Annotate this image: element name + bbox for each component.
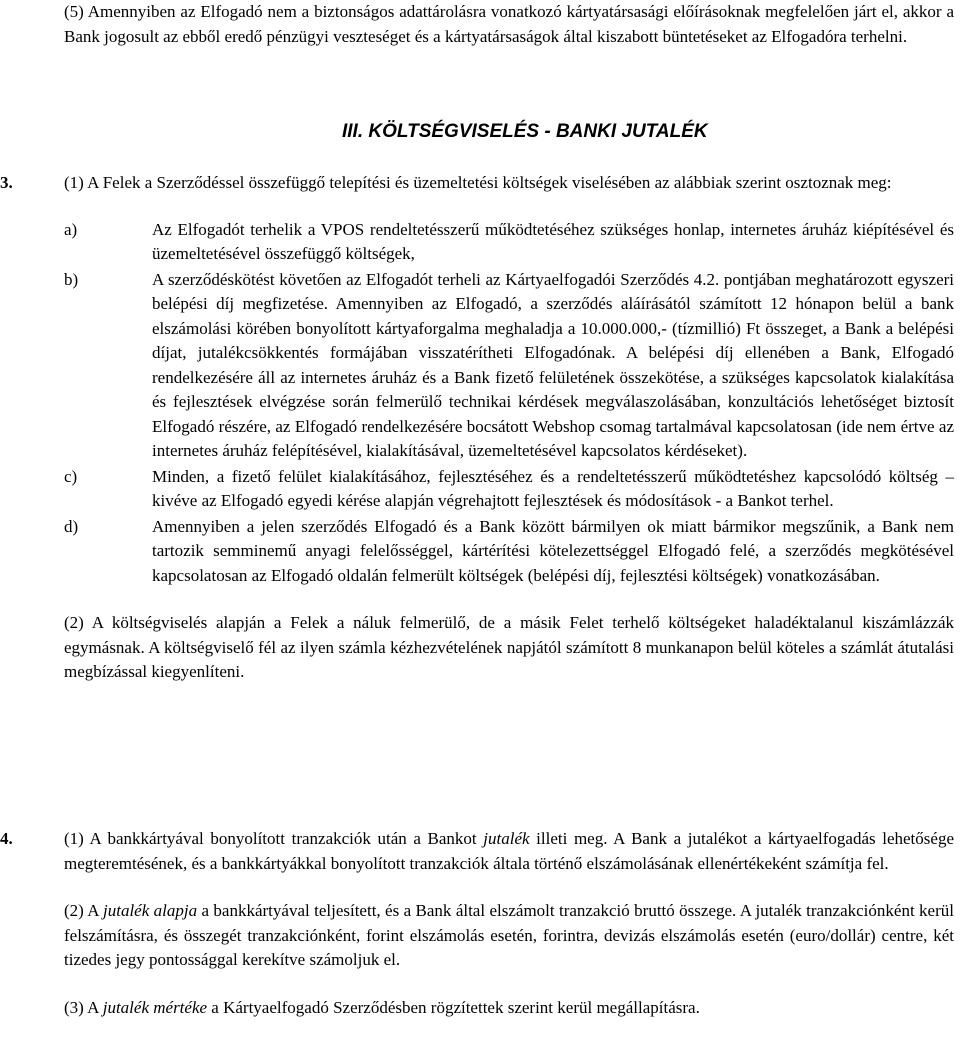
text-run: illeti meg. A Bank a jutalékot a kártyaelfogadás lehetősége megteremtésének, és a bankkártyákkal bonyolított tranzakciók általa történő elszámolásának ellenértékeként számítja fel. (64, 829, 954, 873)
section-4-paragraph-1 (64, 827, 954, 876)
text-run: a bankkártyával teljesített, és a Bank által elszámolt tranzakció bruttó összege. A jutalék tranzakciónként kerül felszámításra, és összegét tranzakciónként, forint elszámolás esetén, forintra, devizás elszámolás esetén (euro/dollár) centre, két tizedes jegy pontossággal kerekítve számoljuk el. (64, 901, 954, 969)
section-3-paragraph-2: (2) A költségviselés alapján a Felek a náluk felmerülő, de a másik Felet terhelő költségeket haladéktalanul kiszámlázzák egymásnak. A költségviselő fél az ilyen számla kézhezvételének napjától számított 8 munkanapon belül köteles a számlát átutalási megbízással kiegyenlíteni. (64, 613, 954, 681)
list-item-text: A szerződéskötést követően az Elfogadót terheli az Kártyaelfogadói Szerződés 4.2. pontjában meghatározott egyszeri belépési díj megfizetése. Amennyiben az Elfogadó, a szerződés aláírásától számított 12 hónapon belül a bank elszámolási körében bonyolított kártyaforgalma meghaladja a 10.000.000,- (tízmillió) Ft összeget, a Bank a belépési díjat, jutalékcsökkentés formájában visszatérítheti Elfogadónak. A belépési díj ellenében a Bank, Elfogadó rendelkezésére áll az internetes áruház és a Bank fizető felületének összekötése, a szükséges kapcsolatok kialakítása és fejlesztések elvégzése során felmerülő technikai kérdések megválaszolásában, konzultációs lehetőséget biztosít Elfogadó részére, az Elfogadó rendelkezésére bocsátott Webshop csomag tartalmával kapcsolatosan (ide nem értve az internetes áruház felépítésével, kialakításával, üzemeltetésével kapcsolatos kérdéseket). (152, 269, 954, 460)
emphasis-term: jutalék (483, 829, 530, 848)
text-run: (1) A bankkártyával bonyolított tranzakciók után a Bankot (64, 829, 484, 848)
section-3-number: 3. (0, 173, 13, 192)
section-4-paragraph-3 (64, 996, 954, 1021)
text-run: (3) A (64, 997, 103, 1017)
list-item (64, 465, 954, 514)
list-item-label: a) (64, 219, 78, 239)
text-run: a Kártyaelfogadó Szerződésben rögzítettek szerint kerül megállapításra. (207, 997, 700, 1017)
list-item (64, 268, 954, 464)
section-4-number: 4. (0, 829, 13, 848)
list-item (64, 218, 954, 267)
list-item (64, 515, 954, 589)
list-item-label: c) (64, 466, 78, 486)
section-3-list (64, 218, 954, 589)
list-item-text: Az Elfogadót terhelik a VPOS rendeltetésszerű működtetéséhez szükséges honlap, internetes áruház kiépítésével és üzemeltetésével összefüggő költségek, (152, 219, 954, 263)
list-item-text: Amennyiben a jelen szerződés Elfogadó és a Bank között bármilyen ok miatt bármikor megszűnik, a Bank nem tartozik semminemű anyagi felelősséggel, kártérítési kötelezettséggel Elfogadó felé, a szerződés megkötésével kapcsolatosan az Elfogadó oldalán felmerült költségek (belépési díj, fejlesztési költségek) vonatkozásában. (152, 516, 954, 585)
list-item-label: d) (64, 516, 79, 536)
emphasis-term: jutalék alapja (103, 901, 198, 920)
list-item-text: Minden, a fizető felület kialakításához, fejlesztéséhez és a rendeltetésszerű működtetéshez kapcsolódó költség – kivéve az Elfogadó egyedi kérése alapján végrehajtott fejlesztések és módosítások - a Bankot terhel. (152, 466, 954, 510)
intro-paragraph: (5) Amennyiben az Elfogadó nem a biztonságos adattárolásra vonatkozó kártyatársasági előírásoknak megfelelően járt el, akkor a Bank jogosult az ebből eredő pénzügyi veszteséget és a kártyatársaságok által kiszabott büntetéseket az Elfogadóra terhelni. (64, 2, 954, 46)
section-3-paragraph-1: (1) A Felek a Szerződéssel összefüggő telepítési és üzemeltetési költségek viselésében az alábbiak szerint osztoznak meg: (64, 173, 892, 192)
emphasis-term: jutalék mértéke (102, 997, 208, 1017)
section-heading: III. KÖLTSÉGVISELÉS - BANKI JUTALÉK (342, 121, 708, 142)
section-3 (0, 171, 954, 685)
section-4-paragraph-2 (64, 899, 954, 973)
text-run: (2) A (64, 901, 103, 920)
list-item-label: b) (64, 269, 79, 289)
section-4 (0, 827, 954, 1020)
